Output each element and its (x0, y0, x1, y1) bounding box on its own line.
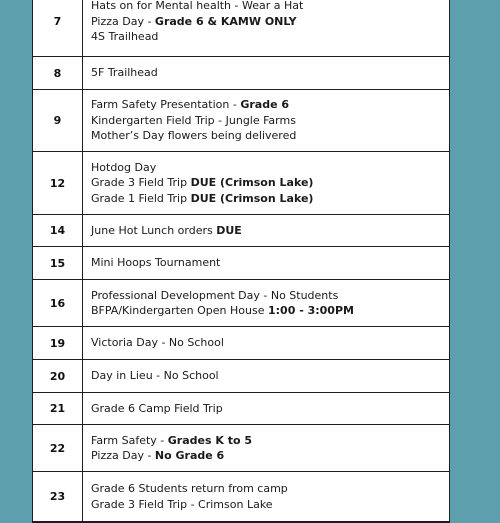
event-line (91, 97, 441, 113)
event-line (91, 29, 441, 45)
event-line (91, 335, 441, 351)
table-row (33, 152, 449, 215)
event-list (83, 360, 449, 392)
event-line (91, 128, 441, 144)
event-list (83, 247, 449, 279)
event-highlight: DUE (Crimson Lake) (190, 176, 314, 190)
event-line (91, 160, 441, 176)
event-text: Grade 3 Field Trip (91, 176, 191, 190)
event-line (91, 65, 441, 81)
event-list (83, 280, 449, 326)
table-row (33, 472, 449, 522)
day-number: 7 (33, 0, 83, 56)
event-highlight: Grade 6 (240, 98, 290, 112)
calendar-table (32, 0, 450, 523)
event-line (91, 191, 441, 207)
event-line (91, 368, 441, 384)
event-text: Mother’s Day flowers being delivered (91, 129, 297, 143)
event-line (91, 303, 441, 319)
day-number: 9 (33, 90, 83, 151)
event-list (83, 90, 449, 151)
day-number: 14 (33, 215, 83, 246)
event-list (83, 472, 449, 521)
day-number: 22 (33, 425, 83, 471)
event-text: 5F Trailhead (91, 66, 158, 80)
event-line (91, 0, 441, 14)
event-line (91, 255, 441, 271)
event-text: Hats on for Mental health - Wear a Hat (91, 0, 304, 13)
event-text: BFPA/Kindergarten Open House (91, 304, 268, 317)
event-list (83, 425, 449, 471)
event-text: Grade 1 Field Trip (91, 191, 191, 205)
event-list (83, 393, 449, 424)
day-number: 21 (33, 393, 83, 424)
table-row (33, 280, 449, 327)
day-number: 15 (33, 247, 83, 279)
event-text: Grade 3 Field Trip - Crimson Lake (91, 497, 273, 511)
event-line (91, 481, 441, 497)
event-list (83, 327, 449, 359)
event-text: June Hot Lunch orders (91, 223, 217, 237)
event-highlight: Grade 6 & KAMW ONLY (154, 14, 297, 28)
event-line (91, 288, 441, 304)
event-text: Kindergarten Field Trip - Jungle Farms (91, 113, 296, 127)
event-highlight: No Grade 6 (154, 449, 225, 462)
event-text: Hotdog Day (91, 160, 157, 174)
table-row (33, 327, 449, 360)
event-highlight: Grades K to 5 (167, 433, 252, 447)
event-highlight: DUE (216, 223, 242, 237)
event-line (91, 401, 441, 417)
day-number: 20 (33, 360, 83, 392)
event-line (91, 14, 441, 30)
event-line (91, 223, 441, 239)
event-text: Professional Development Day - No Students (91, 288, 339, 302)
table-row (33, 425, 449, 472)
event-list (83, 215, 449, 246)
event-text: Victoria Day - No School (91, 336, 224, 350)
event-text: Pizza Day - (91, 449, 155, 462)
day-number: 19 (33, 327, 83, 359)
event-line (91, 433, 441, 449)
event-text: Farm Safety Presentation - (91, 98, 241, 112)
event-text: Grade 6 Students return from camp (91, 482, 288, 495)
event-text: 4S Trailhead (91, 30, 159, 44)
event-line (91, 448, 441, 464)
table-row (33, 360, 449, 393)
event-line (91, 497, 441, 513)
event-list (83, 0, 449, 56)
day-number: 12 (33, 152, 83, 214)
event-list (83, 152, 449, 214)
table-row (33, 90, 449, 152)
event-text: Farm Safety - (91, 433, 168, 447)
event-text: Day in Lieu - No School (91, 369, 219, 383)
event-text: Pizza Day - (91, 14, 155, 28)
event-list (83, 57, 449, 89)
table-row (33, 247, 449, 280)
event-text: Grade 6 Camp Field Trip (91, 401, 223, 415)
day-number: 8 (33, 57, 83, 89)
event-highlight: DUE (Crimson Lake) (190, 191, 314, 205)
event-highlight: 1:00 - 3:00PM (268, 304, 354, 317)
day-number: 23 (33, 472, 83, 521)
event-line (91, 113, 441, 129)
table-row (33, 57, 449, 90)
event-line (91, 175, 441, 191)
table-row (33, 0, 449, 57)
day-number: 16 (33, 280, 83, 326)
table-row (33, 215, 449, 247)
event-text: Mini Hoops Tournament (91, 256, 221, 270)
table-row (33, 393, 449, 425)
